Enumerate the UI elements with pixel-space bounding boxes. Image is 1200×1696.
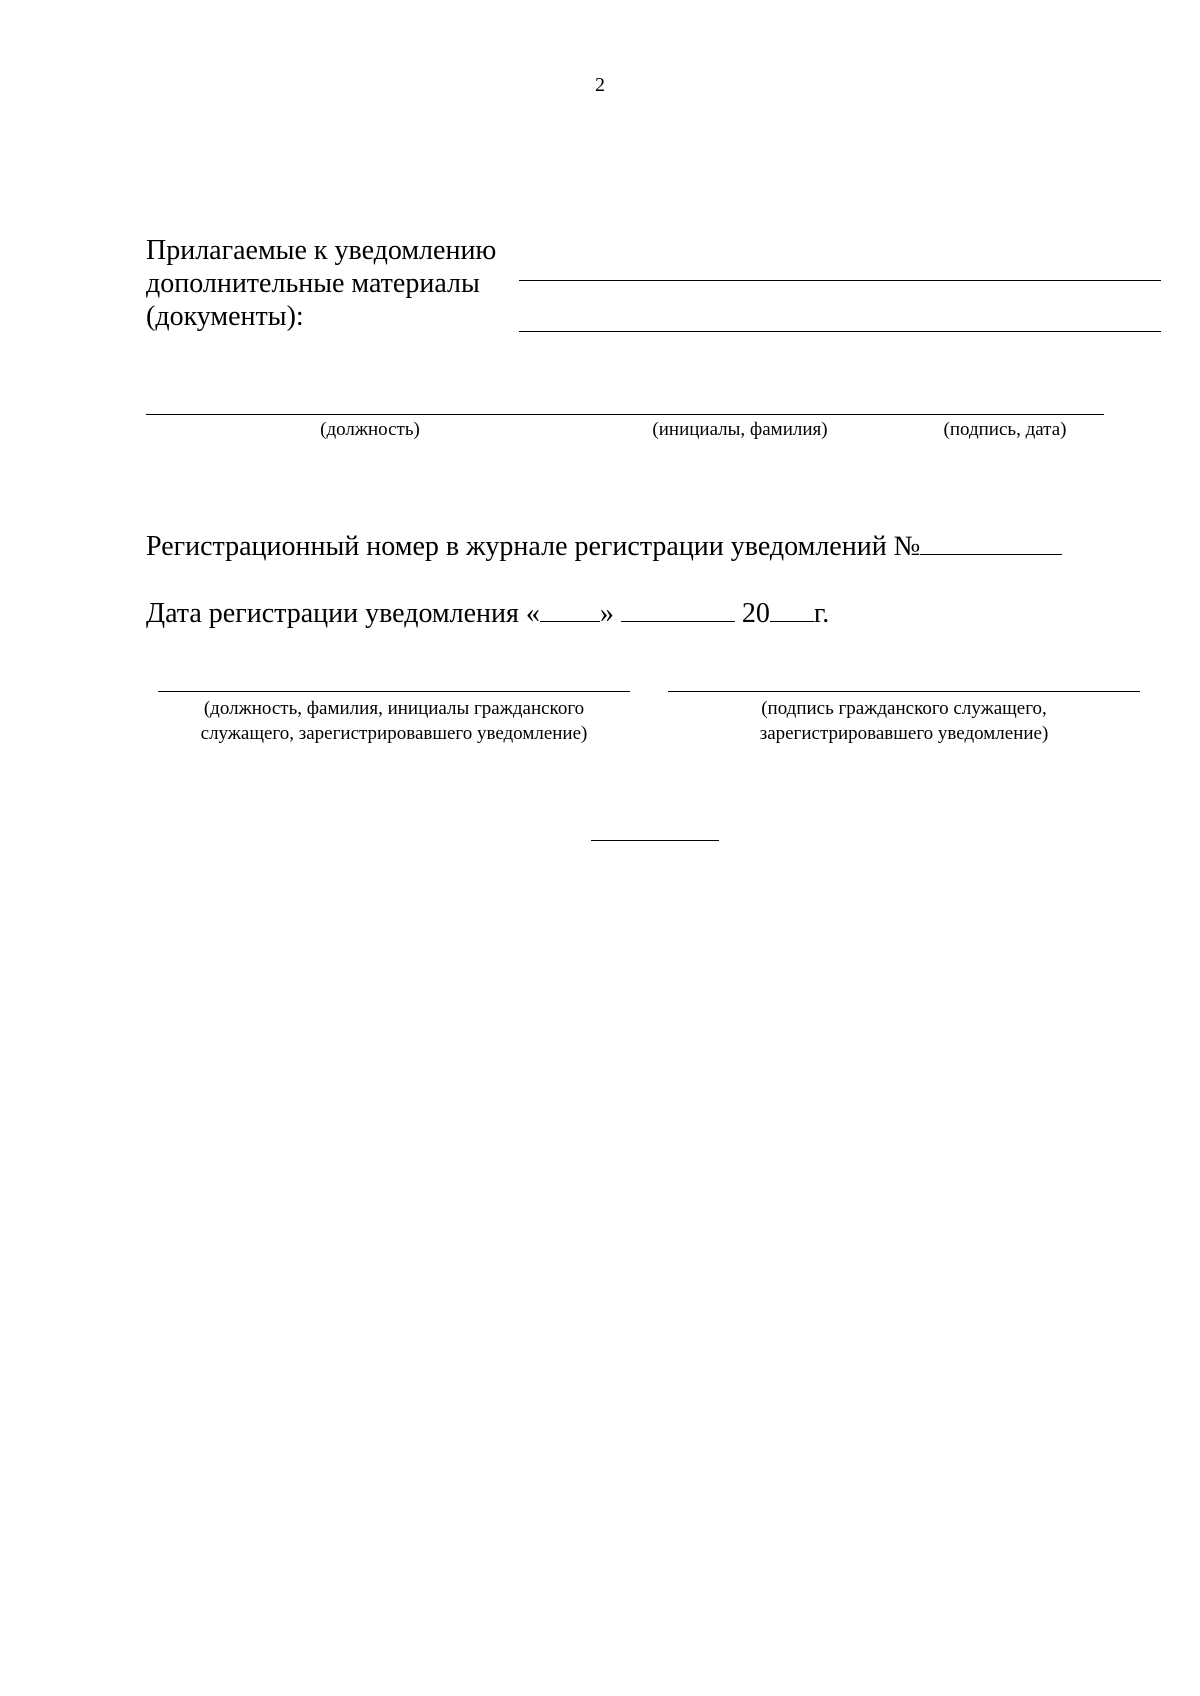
registration-number-label: Регистрационный номер в журнале регистрации уведомлений №: [146, 531, 921, 562]
attachments-label-line-2: дополнительные материалы: [146, 268, 480, 299]
page-number: 2: [595, 74, 605, 96]
registrar-position-caption: [158, 696, 630, 746]
registrar-position-caption-line-1: (должность, фамилия, инициалы гражданского: [203, 698, 585, 719]
date-day-blank[interactable]: [540, 595, 600, 622]
attachments-line-2[interactable]: [519, 331, 1161, 332]
registration-number-row: [146, 528, 1062, 563]
registration-number-blank[interactable]: [920, 528, 1062, 555]
registration-date-label: Дата регистрации уведомления «: [146, 598, 540, 629]
attachments-label-line-3: (документы):: [146, 301, 304, 332]
registration-date-row: [146, 595, 829, 630]
year-prefix: 20: [741, 598, 770, 629]
signature-date-caption: (подпись, дата): [943, 419, 1067, 440]
registrar-position-caption-line-2: служащего, зарегистрировавшего уведомление): [200, 723, 588, 744]
date-year-blank[interactable]: [770, 595, 814, 622]
date-month-blank[interactable]: [621, 595, 735, 622]
registrar-position-line[interactable]: [158, 691, 630, 692]
initials-caption: (инициалы, фамилия): [652, 419, 828, 440]
year-suffix: г.: [813, 598, 830, 629]
attachments-label-line-1: Прилагаемые к уведомлению: [146, 235, 497, 266]
registrar-signature-caption: [668, 696, 1140, 746]
position-caption: (должность): [320, 419, 420, 440]
attachments-line-1[interactable]: [519, 280, 1161, 281]
registrar-signature-line[interactable]: [668, 691, 1140, 692]
document-end-line: [591, 840, 719, 841]
registrar-signature-caption-line-2: зарегистрировавшего уведомление): [759, 723, 1049, 744]
date-close-quote: »: [599, 598, 614, 629]
attachments-label: [146, 234, 526, 333]
registrar-signature-caption-line-1: (подпись гражданского служащего,: [761, 698, 1047, 719]
signature-line[interactable]: [146, 414, 1104, 415]
